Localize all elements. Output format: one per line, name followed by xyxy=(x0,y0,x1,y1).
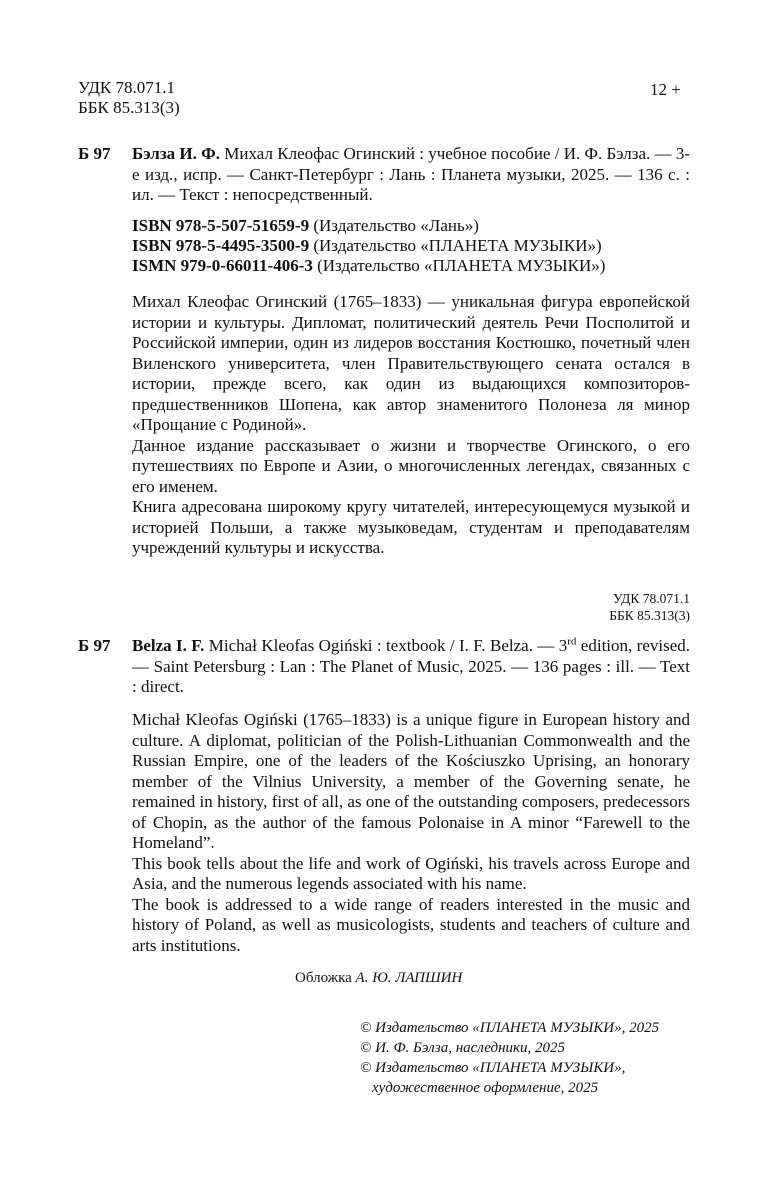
ismn-publisher: (Издательство «ПЛАНЕТА МУЗЫКИ») xyxy=(312,256,606,275)
cover-label: Обложка xyxy=(295,970,356,986)
abstract-paragraph: Книга адресована широкому кругу читателей, интересующемуся музыкой и историей Польши, а также музыковедам, студентам и преподавателям учреждений культуры и искусства. xyxy=(132,497,690,557)
isbn-line xyxy=(132,216,605,236)
isbn-number: ISBN 978-5-4495-3500-9 xyxy=(132,236,310,255)
bib-text-en: Michał Kleofas Ogiński : textbook / I. F. Belza. — 3 xyxy=(204,636,568,655)
udk-code: УДК 78.071.1 xyxy=(78,78,176,97)
copyright-line: © Издательство «ПЛАНЕТА МУЗЫКИ», 2025 xyxy=(360,1020,660,1036)
ordinal-suffix: rd xyxy=(567,635,577,648)
author-mark-ru: Б 97 xyxy=(78,144,111,163)
isbn-line xyxy=(132,236,605,256)
bbk-code: ББК 85.313(3) xyxy=(609,608,690,623)
udk-code: УДК 78.071.1 xyxy=(612,591,690,606)
author-en: Belza I. F. xyxy=(132,636,205,655)
bibliographic-entry-en xyxy=(132,636,690,698)
bbk-code: ББК 85.313(3) xyxy=(78,98,180,117)
bib-text-en-cont: edition, revised. — Saint Petersburg : Lan : The Planet of Music, 2025. — 136 pages : ill. — Text : direct. xyxy=(132,636,691,696)
isbn-publisher: (Издательство «ПЛАНЕТА МУЗЫКИ») xyxy=(309,236,602,255)
copyright-line: художественное оформление, 2025 xyxy=(372,1080,599,1096)
ismn-number: ISMN 979-0-66011-406-3 xyxy=(132,256,313,275)
bibliographic-entry-ru xyxy=(132,144,690,206)
author-ru: Бэлза И. Ф. xyxy=(132,144,221,163)
classification-codes-right xyxy=(609,590,690,624)
copyright-line: © И. Ф. Бэлза, наследники, 2025 xyxy=(360,1040,566,1056)
isbn-publisher: (Издательство «Лань») xyxy=(309,216,479,235)
abstract-en xyxy=(132,710,690,956)
abstract-paragraph: The book is addressed to a wide range of readers interested in the music and history of Poland, as well as musicologists, students and teachers of culture and arts institutions. xyxy=(132,894,690,955)
cover-credit xyxy=(295,970,462,987)
abstract-paragraph: This book tells about the life and work of Ogiński, his travels across Europe and Asia, and the numerous legends associated with his name. xyxy=(132,853,690,893)
abstract-ru xyxy=(132,292,690,559)
isbn-number: ISBN 978-5-507-51659-9 xyxy=(132,216,310,235)
abstract-paragraph: Michał Kleofas Ogiński (1765–1833) is a unique figure in European history and culture. A diplomat, politician of the Polish-Lithuanian Commonwealth and the Russian Empire, one of the leaders of the Kościuszko Uprising, an honorary member of the Vilnius University, a member of the Governing senate, he remained in history, first of all, as one of the outstanding composers, predecessors of Chopin, as the author of the famous Polonaise in A minor “Farewell to the Homeland”. xyxy=(132,710,690,852)
classification-codes-top xyxy=(78,78,180,118)
author-mark-en: Б 97 xyxy=(78,636,111,655)
abstract-paragraph: Михал Клеофас Огинский (1765–1833) — уникальная фигура европейской истории и культуры. Дипломат, политический деятель Речи Посполитой и Российской империи, один из лидеров восстания Костюшко, почетный член Виленского университета, член Правительствующего сената остался в истории, прежде всего, как один из выдающихся композиторов-предшественников Шопена, как автор знаменитого Полонеза ля минор «Прощание с Родиной». xyxy=(132,292,690,434)
abstract-paragraph: Данное издание рассказывает о жизни и творчестве Огинского, о его путешествиях по Европе и Азии, о многочисленных легендах, связанных с его именем. xyxy=(132,435,690,496)
copyright-line: © Издательство «ПЛАНЕТА МУЗЫКИ», xyxy=(360,1060,626,1076)
isbn-list xyxy=(132,216,605,276)
cover-artist: А. Ю. ЛАПШИН xyxy=(355,970,463,986)
copyright-block xyxy=(360,1018,659,1098)
bib-text-ru: Михал Клеофас Огинский : учебное пособие / И. Ф. Бэлза. — 3-е изд., испр. — Санкт-Петербург : Лань : Планета музыки, 2025. — 136 с. : ил. — Текст : непосредственный. xyxy=(132,144,690,204)
age-rating: 12 + xyxy=(650,80,681,99)
ismn-line xyxy=(132,256,605,276)
